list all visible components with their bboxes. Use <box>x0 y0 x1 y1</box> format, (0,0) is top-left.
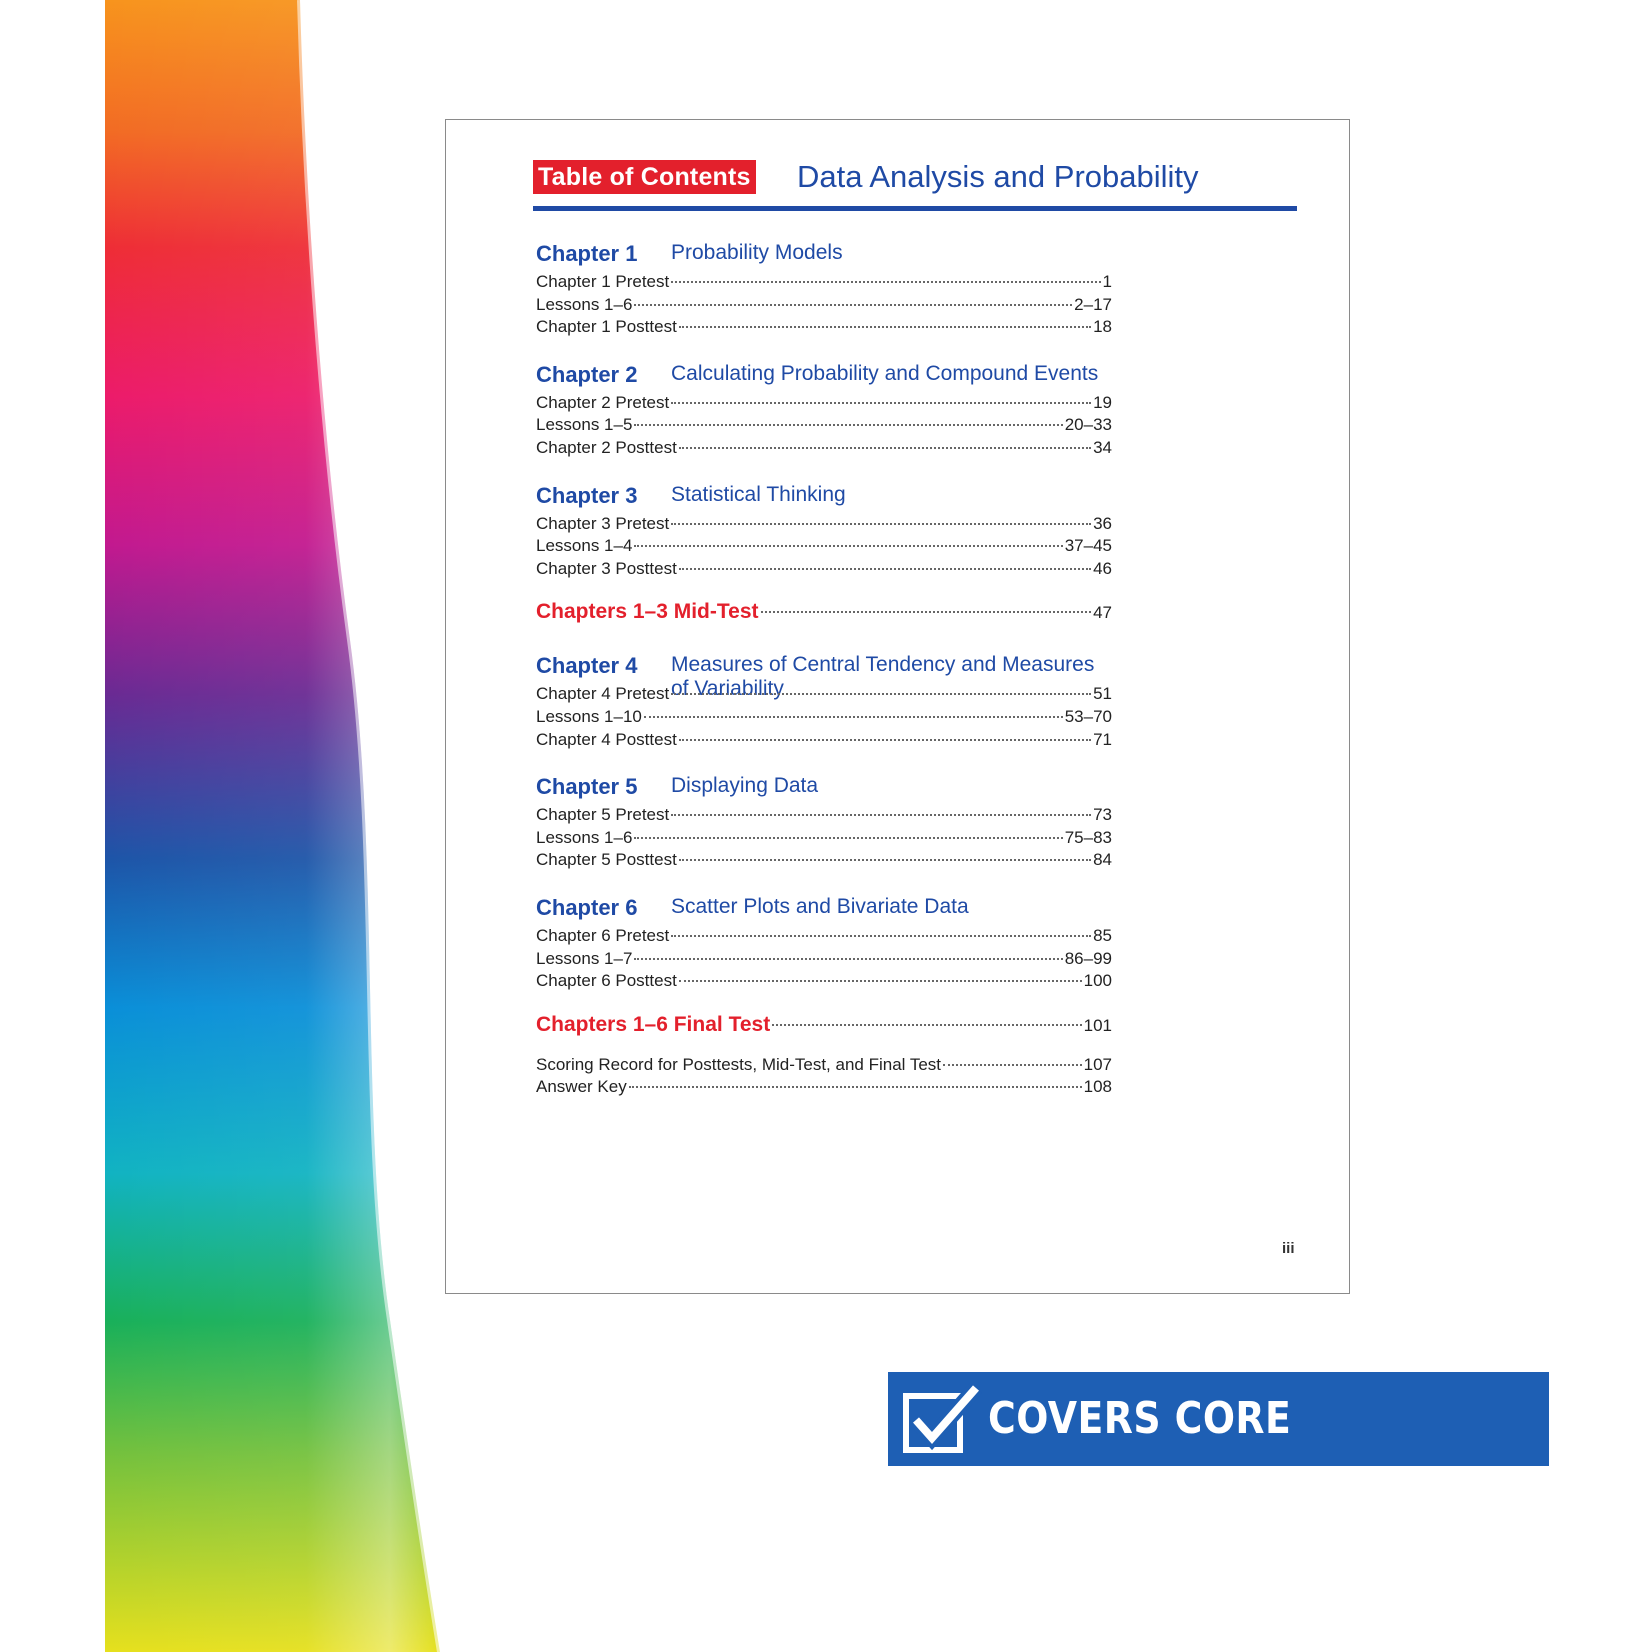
covers-core-concepts-badge <box>888 1372 1549 1538</box>
chapter-2 <box>536 356 1112 460</box>
toc-entry-answer-key[interactable] <box>536 1076 1112 1099</box>
toc-entry[interactable] <box>536 535 1112 558</box>
entry-page: 20–33 <box>1064 415 1112 435</box>
checkmark-icon <box>902 1382 982 1456</box>
toc-entry[interactable] <box>536 849 1112 872</box>
toc-list <box>536 235 1112 1099</box>
entry-label: Scoring Record for Posttests, Mid-Test, and Final Test <box>536 1054 942 1074</box>
toc-entry-scoring-record[interactable] <box>536 1054 1112 1077</box>
entry-page: 19 <box>1093 392 1112 412</box>
chapter-5 <box>536 768 1112 872</box>
chapter-title: Calculating Probability and Compound Events <box>671 361 1099 385</box>
entry-page: 108 <box>1083 1077 1112 1097</box>
leader-dots <box>671 693 1091 695</box>
chapter-label: Chapter 4 <box>536 653 638 679</box>
mid-test-entry[interactable] <box>536 597 1112 627</box>
entry-label: Chapter 6 Posttest <box>536 971 677 991</box>
leader-dots <box>679 447 1091 449</box>
toc-entry[interactable] <box>536 804 1112 827</box>
entry-label: Chapter 1 Pretest <box>536 272 670 291</box>
entry-page: 100 <box>1083 971 1112 991</box>
leader-dots <box>644 716 1063 718</box>
leader-dots <box>679 568 1091 570</box>
toc-entry[interactable] <box>536 970 1112 993</box>
leader-dots <box>634 958 1062 960</box>
entry-label: Chapter 5 Pretest <box>536 805 670 825</box>
entry-page: 73 <box>1093 805 1112 825</box>
toc-entry[interactable] <box>536 948 1112 971</box>
badge-text: COVERS CORE CONCEPTS <box>988 1393 1292 1538</box>
toc-entry[interactable] <box>536 316 1112 339</box>
entry-page: 84 <box>1093 850 1112 870</box>
chapter-label: Chapter 5 <box>536 774 638 800</box>
chapter-4 <box>536 647 1112 751</box>
toc-entry[interactable] <box>536 414 1112 437</box>
final-test-entry[interactable] <box>536 1010 1112 1040</box>
entry-page: 75–83 <box>1064 827 1112 847</box>
leader-dots <box>761 611 1092 613</box>
final-test-page: 101 <box>1083 1015 1112 1035</box>
toc-entry[interactable] <box>536 294 1112 317</box>
entry-label: Chapter 6 Pretest <box>536 925 670 945</box>
toc-entry[interactable] <box>536 706 1112 729</box>
entry-label: Chapter 3 Pretest <box>536 513 670 533</box>
chapter-title: Scatter Plots and Bivariate Data <box>671 894 969 918</box>
toc-subject: Data Analysis and Probability <box>797 159 1199 194</box>
chapter-title: Probability Models <box>671 241 843 264</box>
entry-label: Lessons 1–7 <box>536 948 633 968</box>
entry-page: 107 <box>1083 1054 1112 1074</box>
entry-page: 36 <box>1093 513 1112 533</box>
leader-dots <box>634 545 1062 547</box>
chapter-1 <box>536 235 1112 339</box>
toc-entry[interactable] <box>536 925 1112 948</box>
page-number: iii <box>1282 1240 1295 1257</box>
entry-page: 85 <box>1093 925 1112 945</box>
leader-dots <box>671 814 1091 816</box>
leader-dots <box>679 980 1082 982</box>
toc-entry[interactable] <box>536 392 1112 415</box>
leader-dots <box>679 326 1091 328</box>
leader-dots <box>634 424 1062 426</box>
entry-label: Answer Key <box>536 1077 627 1097</box>
toc-entry[interactable] <box>536 729 1112 752</box>
mid-test-label: Chapters 1–3 Mid-Test <box>536 600 759 624</box>
leader-dots <box>671 935 1091 937</box>
leader-dots <box>679 739 1091 741</box>
entry-label: Chapter 3 Posttest <box>536 558 677 578</box>
entry-label: Lessons 1–4 <box>536 536 633 556</box>
leader-dots <box>671 402 1091 404</box>
leader-dots <box>943 1064 1082 1066</box>
rainbow-side-band <box>0 0 460 1652</box>
toc-badge: Table of Contents <box>533 160 756 194</box>
entry-page: 51 <box>1093 684 1112 704</box>
entry-page: 46 <box>1093 558 1112 578</box>
leader-dots <box>671 281 1100 283</box>
leader-dots <box>772 1024 1081 1026</box>
toc-entry[interactable] <box>536 827 1112 850</box>
chapter-6 <box>536 889 1112 993</box>
extras-list <box>536 1054 1112 1099</box>
final-test-label: Chapters 1–6 Final Test <box>536 1012 771 1036</box>
leader-dots <box>671 523 1091 525</box>
toc-entry[interactable] <box>536 437 1112 460</box>
entry-page: 37–45 <box>1064 536 1112 556</box>
entry-label: Chapter 4 Pretest <box>536 684 670 704</box>
entry-label: Chapter 2 Pretest <box>536 392 670 412</box>
entry-page: 18 <box>1093 317 1112 337</box>
chapter-label: Chapter 6 <box>536 894 638 920</box>
chapter-title: Displaying Data <box>671 774 819 798</box>
chapter-label: Chapter 3 <box>536 482 638 508</box>
chapter-3 <box>536 477 1112 581</box>
chapter-title: Statistical Thinking <box>671 482 846 506</box>
entry-label: Chapter 5 Posttest <box>536 850 677 870</box>
chapter-label: Chapter 1 <box>536 241 638 266</box>
toc-header <box>533 160 1297 211</box>
leader-dots <box>634 837 1062 839</box>
entry-label: Chapter 2 Posttest <box>536 437 677 457</box>
entry-page: 86–99 <box>1064 948 1112 968</box>
entry-label: Lessons 1–6 <box>536 294 633 314</box>
toc-page <box>445 119 1350 1294</box>
entry-label: Chapter 4 Posttest <box>536 729 677 749</box>
leader-dots <box>679 859 1091 861</box>
entry-label: Chapter 1 Posttest <box>536 317 677 337</box>
mid-test-page: 47 <box>1093 603 1112 623</box>
entry-page: 71 <box>1093 729 1112 749</box>
toc-entry[interactable] <box>536 558 1112 581</box>
toc-entry[interactable] <box>536 271 1112 294</box>
leader-dots <box>634 304 1072 306</box>
entry-page: 1 <box>1102 272 1112 291</box>
entry-label: Lessons 1–5 <box>536 415 633 435</box>
entry-label: Lessons 1–6 <box>536 827 633 847</box>
entry-page: 53–70 <box>1064 706 1112 726</box>
entry-page: 2–17 <box>1074 294 1112 314</box>
toc-entry[interactable] <box>536 513 1112 536</box>
chapter-title: Measures of Central Tendency and Measures of Variability <box>671 653 1095 701</box>
entry-label: Lessons 1–10 <box>536 706 642 726</box>
chapter-label: Chapter 2 <box>536 361 638 387</box>
entry-page: 34 <box>1093 437 1112 457</box>
leader-dots <box>629 1086 1082 1088</box>
